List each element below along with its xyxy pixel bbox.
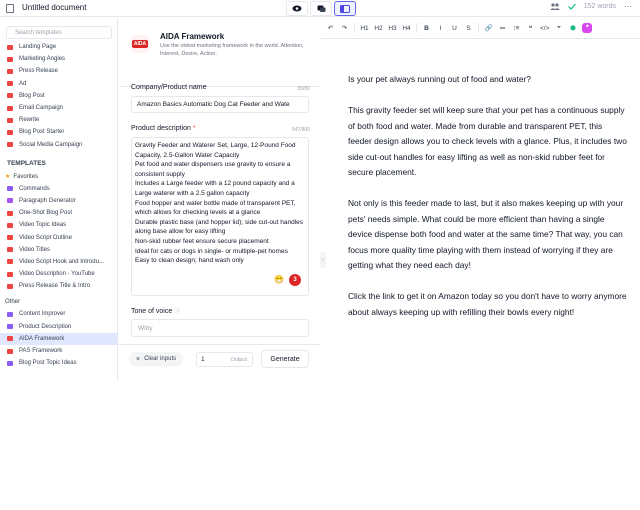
- template-icon: [7, 69, 13, 74]
- heading-4-icon[interactable]: H4: [402, 24, 411, 32]
- editor-paragraph[interactable]: Click the link to get it on Amazon today so you don't have to worry anymore about always keeping up with refilling their bowls every night!: [348, 291, 627, 317]
- sidebar-item[interactable]: [0, 139, 118, 151]
- star-icon: ★: [5, 174, 11, 181]
- sidebar-item[interactable]: [0, 195, 118, 207]
- clear-inputs-button[interactable]: [129, 352, 183, 366]
- heading-3-icon[interactable]: H3: [388, 24, 397, 32]
- sidebar-item-label: Commands: [19, 185, 50, 192]
- shield-icon[interactable]: ⬢: [570, 25, 576, 32]
- sidebar-item[interactable]: [0, 41, 118, 53]
- sidebar-item[interactable]: [0, 207, 118, 219]
- sidebar-item[interactable]: [0, 219, 118, 231]
- editor-paragraph[interactable]: This gravity feeder set will keep sure that your pet has a continuous supply of both food and water. Made from durable and transparent PET, this feeder design allows you to check levels with a glance. Plus, it includes two side cut-out handles for easy lifting as well as non-skid rubber feet for secure placement.: [348, 105, 627, 177]
- sidebar-item[interactable]: [0, 231, 118, 243]
- sidebar-item-label: Rewrite: [19, 117, 40, 124]
- split-mode-button[interactable]: [334, 1, 356, 16]
- tone-label-text: Tone of voice: [131, 308, 173, 315]
- top-bar: [0, 0, 640, 17]
- sidebar-item[interactable]: [0, 345, 118, 357]
- editor-paragraph[interactable]: Not only is this feeder made to last, but it also makes keeping up with your pets' needs simple. What could be more efficient than having a single device dispense both food and water at the same time? That way, you can focus more quality time playing with them instead of worrying if they are getting what they need each day!: [348, 198, 624, 270]
- template-icon: [7, 272, 13, 277]
- template-icon: [7, 106, 13, 111]
- sidebar-item-label: AIDA Framework: [19, 335, 65, 342]
- template-icon: [7, 57, 13, 62]
- description-label-text: Product description: [131, 125, 191, 132]
- eye-icon: [292, 5, 302, 12]
- template-icon: [7, 211, 13, 216]
- logo-text: AIDA: [133, 41, 147, 47]
- editor-toolbar: [321, 18, 640, 39]
- sidebar-item[interactable]: [0, 78, 118, 90]
- sidebar-item[interactable]: [0, 280, 118, 292]
- sidebar-item-label: Press Release: [19, 68, 59, 75]
- sidebar-item[interactable]: [0, 244, 118, 256]
- output-count-value: 1: [201, 356, 205, 363]
- sidebar-item-label: Blog Post: [19, 92, 45, 99]
- document-icon: [6, 4, 14, 13]
- sidebar-item[interactable]: [0, 114, 118, 126]
- divider: [119, 344, 320, 345]
- aida-logo: [131, 35, 149, 53]
- required-marker: *: [192, 125, 196, 132]
- chat-icon: [317, 5, 326, 13]
- emoji-icon[interactable]: 😁: [274, 275, 284, 284]
- link-icon[interactable]: 🔗: [484, 25, 493, 32]
- italic-icon[interactable]: I: [439, 24, 442, 32]
- sidebar-item[interactable]: [0, 308, 118, 320]
- ai-assistant-icon[interactable]: ✦: [582, 23, 592, 33]
- preview-mode-button[interactable]: [286, 1, 308, 16]
- sidebar-item-label: PAS Framework: [19, 348, 63, 355]
- template-icon: [7, 142, 13, 147]
- bold-icon[interactable]: B: [424, 24, 429, 32]
- code-icon[interactable]: </>: [540, 24, 550, 32]
- template-title: AIDA Framework: [160, 32, 225, 41]
- description-text: Gravity Feeder and Waterer Set, Large, 12-Pound Food Capacity, 2.5-Gallon Water Capacity Pet food and water dispensers use gravity to ensure a consistent supply Includes a Large feeder with a 12 pound capacity and a Large waterer with a 2.5 gallon capacity Food hopper and water bottle made of transparent PET, which allows for checking levels at a glance Durable plastic base (and hopper lid); side cut-out handles along base allow for easy lifting Non-skid rubber feet ensure secure placement Ideal for cats or dogs in single- or multiple-pet homes Easy to clean design; hand wash only: [135, 142, 304, 265]
- tone-input[interactable]: Witty: [131, 319, 309, 337]
- other-heading[interactable]: Other: [5, 299, 21, 306]
- numbered-list-icon[interactable]: ⁝≡: [513, 25, 520, 32]
- view-mode-group: [286, 1, 356, 16]
- template-icon: [7, 349, 13, 354]
- description-counter: 547/800: [291, 127, 310, 133]
- template-icon: [7, 336, 13, 341]
- target-icon[interactable]: ⌖: [557, 24, 561, 31]
- sidebar-item[interactable]: [0, 357, 118, 369]
- heading-1-icon[interactable]: H1: [360, 24, 369, 32]
- sidebar-item-label: Email Campaign: [19, 105, 64, 112]
- sidebar-item[interactable]: [0, 333, 118, 345]
- favorites-heading[interactable]: [0, 171, 118, 183]
- sidebar-item[interactable]: [0, 90, 118, 102]
- sidebar-item-label: Video Script Outline: [19, 234, 72, 241]
- template-search-input[interactable]: [6, 26, 112, 39]
- template-icon: [7, 81, 13, 86]
- underline-icon[interactable]: U: [452, 24, 457, 32]
- template-description: Use the oldest marketing framework in the world. Attention, Interest, Desire, Action.: [160, 43, 304, 57]
- sidebar-item[interactable]: [0, 126, 118, 138]
- sidebar-item[interactable]: [0, 256, 118, 268]
- sidebar-item[interactable]: [0, 65, 118, 77]
- document-editor[interactable]: [348, 72, 628, 336]
- sidebar-item-label: Video Description - YouTube: [19, 271, 95, 278]
- sidebar-item-label: Paragraph Generator: [19, 197, 76, 204]
- toolbar-separator: [478, 23, 479, 33]
- search-placeholder: Search templates: [15, 30, 62, 36]
- sidebar-item[interactable]: [0, 268, 118, 280]
- quote-icon[interactable]: ❝: [528, 25, 533, 32]
- panel-icon: [340, 5, 350, 13]
- bullet-list-icon[interactable]: ≔: [499, 25, 506, 32]
- word-count: 152 words: [583, 3, 616, 10]
- sidebar-item[interactable]: [0, 183, 118, 195]
- template-icon: [7, 235, 13, 240]
- template-icon: [7, 312, 13, 317]
- description-label: [131, 125, 196, 132]
- notification-badge[interactable]: 3: [289, 274, 301, 286]
- template-icon: [7, 45, 13, 50]
- template-form-panel: [119, 18, 320, 380]
- template-icon: [7, 259, 13, 264]
- output-count-input[interactable]: [196, 352, 253, 367]
- sidebar-item[interactable]: [0, 53, 118, 65]
- sidebar-item-label: Blog Post Starter: [19, 129, 65, 136]
- template-icon: [7, 198, 13, 203]
- more-icon[interactable]: ⋯: [624, 2, 632, 11]
- sidebar-item-label: Marketing Angles: [19, 56, 66, 63]
- toolbar-separator: [354, 23, 355, 33]
- template-icon: [7, 284, 13, 289]
- template-icon: [7, 247, 13, 252]
- sidebar-item-label: Video Script Hook and Introdu...: [19, 258, 104, 265]
- document-title[interactable]: Untitled document: [22, 3, 87, 12]
- tone-label: [131, 306, 180, 315]
- clear-inputs-label: Clear inputs: [144, 356, 177, 362]
- sidebar-item-label: Blog Post Topic Ideas: [19, 360, 77, 367]
- templates-heading: TEMPLATES: [7, 160, 46, 168]
- top-bar-right: [550, 2, 632, 11]
- output-label: Output: [230, 356, 247, 363]
- chat-mode-button[interactable]: [310, 1, 332, 16]
- strikethrough-icon[interactable]: S: [466, 24, 471, 32]
- redo-icon[interactable]: ↷: [341, 25, 348, 32]
- template-icon: [7, 223, 13, 228]
- generate-button[interactable]: Generate: [261, 350, 309, 368]
- sidebar-item-label: Press Release Title & Intro: [19, 283, 91, 290]
- template-icon: [7, 324, 13, 329]
- editor-paragraph[interactable]: Is your pet always running out of food and water?: [348, 74, 531, 84]
- sidebar-item-label: Content Improver: [19, 311, 66, 318]
- company-input[interactable]: Amazon Basics Automatic Dog Cat Feeder and Wate: [131, 96, 309, 113]
- template-icon: [7, 186, 13, 191]
- template-icon: [7, 118, 13, 123]
- check-icon: [568, 3, 576, 10]
- sidebar-item-label: Social Media Campaign: [19, 141, 83, 148]
- sidebar-item-label: Landing Page: [19, 44, 57, 51]
- sidebar-item-label: Video Titles: [19, 246, 50, 253]
- sidebar-item[interactable]: [0, 321, 118, 333]
- sidebar-item-label: Ad: [19, 80, 27, 87]
- sidebar-item-label: Product Description: [19, 323, 72, 330]
- users-icon[interactable]: [550, 3, 560, 10]
- favorites-label: Favorites: [13, 173, 39, 180]
- template-sidebar: [0, 18, 118, 380]
- toolbar-separator: [416, 23, 417, 33]
- undo-icon[interactable]: ↶: [327, 25, 334, 32]
- sidebar-item-label: One-Shot Blog Post: [19, 210, 73, 217]
- close-icon: ×: [136, 355, 141, 363]
- heading-2-icon[interactable]: H2: [374, 24, 383, 32]
- template-list: [0, 41, 118, 369]
- sidebar-item-label: Video Topic Ideas: [19, 222, 67, 229]
- template-icon: [7, 130, 13, 135]
- sidebar-item[interactable]: [0, 102, 118, 114]
- template-icon: [7, 361, 13, 366]
- company-counter: 55/80: [297, 86, 310, 92]
- info-icon[interactable]: ⓘ: [174, 309, 181, 315]
- panel-collapse-handle[interactable]: ‹: [320, 252, 326, 268]
- company-label: Company/Product name: [131, 84, 207, 91]
- template-icon: [7, 93, 13, 98]
